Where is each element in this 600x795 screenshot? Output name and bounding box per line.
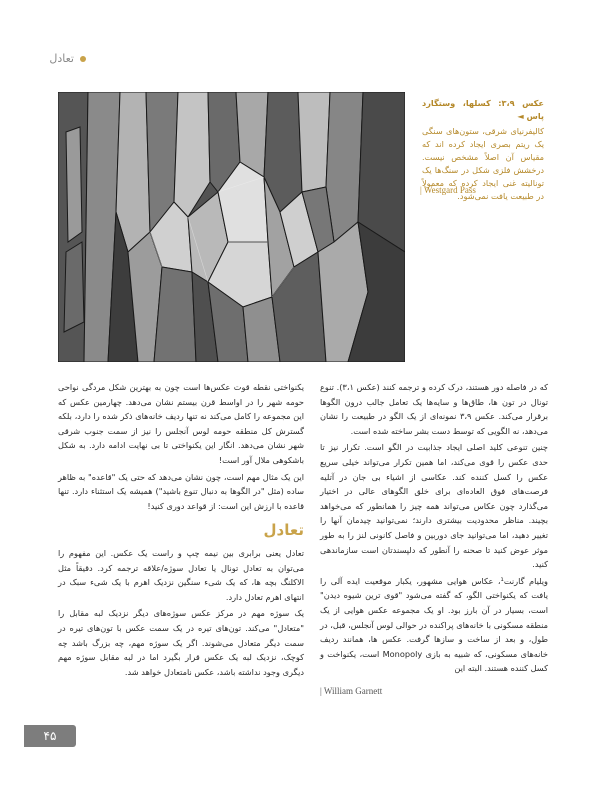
left-text-column <box>58 380 304 681</box>
section-heading: تعادل <box>263 521 304 540</box>
caption-title: عکس ۳،۹: کسلها، وستگارد پاس ◄ <box>422 98 544 121</box>
rock-columns-photo <box>58 92 405 362</box>
paragraph: که در فاصله دور هستند، درک کرده و ترجمه کنند (عکس ۳،۱). تنوع تونال در تون ها، طاق‌ها و سایه‌ها یک تعامل جالب درون الگوها برقرار می‌کند. عکس ۳،۹ نمونه‌ای از یک الگو در طبیعت را نشان می‌دهد، نه الگویی که توسط دست بشر ساخته شده است. <box>320 382 548 436</box>
footnote-credit: | William Garnett <box>320 686 383 696</box>
running-header <box>49 52 86 65</box>
paragraph: تعادل یعنی برابری بین نیمه چپ و راست یک عکس. این مفهوم را می‌توان به تعادل تونال یا تعادل سوژه/علاقه ترجمه کرد. دقیقاً مثل الاکلنگ بچه ها، که یک شیء سنگین نزدیک اهرم با یک شیء سبک در انتهای اهرم تعادل دارد. <box>58 547 304 602</box>
paragraph: یک سوژه مهم در مرکز عکس سوژه‌های دیگر نزدیک لبه مقابل را "متعادل" می‌کند. تون‌های تیره در یک سمت عکس با تون‌های تیره در سمت دیگر متعادل می‌شوند. اگر یک سوژه مهم، چه بزرگ باشد چه کوچک، نزدیک لبه یک عکس قرار بگیرد اما در لبه مقابل سوژه مهم دیگری وجود نداشته باشد، عکس نامتعادل خواهد شد. <box>58 608 304 677</box>
paragraph: چنین تنوعی کلید اصلی ایجاد جذابیت در الگو است. تکرار نیز تا حدی عکس را قوی می‌کند، اما همین تکرار می‌تواند خیلی سریع عکس را کسل کننده کند. عکاسی از اشیاء بی جان در آتلیه فرصت‌های فوق العاده‌ای برای خلق الگوهای عالی در اختیار می‌گذارد چون عکاس می‌تواند همه چیز را همانطور که می‌خواهد بچیند. مناظر محدودیت بیشتری دارند؛ نمی‌توانید چیدمان آنها را تغییر دهید، اما می‌توانید جای دوربین و فاصل کانونی لنز را به طور موثر عوض کنید تا صحنه را آنطور که دلپسندتان است سازماندهی کنید. <box>320 442 548 570</box>
page-number: ۴۵ <box>24 725 76 747</box>
paragraph: این یک مثال مهم است، چون نشان می‌دهد که حتی یک "قاعده" به ظاهر ساده (مثل "در الگوها به دنبال تنوع باشید") همیشه یک استثناء دارد. تنها قاعده با ارزش این است: از قواعد دوری کنید! <box>58 471 304 511</box>
caption-body: کالیفرنیای شرقی، ستون‌های سنگی یک ریتم بصری ایجاد کرده اند که مقیاس آن اصلاً مشخص نیست. درخشش فلزی شکل در سنگ‌ها یک تونالیته غنی ایجاد کرده که معمولاً در طبیعت یافت نمی‌شود. <box>422 126 544 201</box>
right-text-column <box>320 380 548 678</box>
paragraph: ویلیام گارنت¹، عکاس هوایی مشهور، یکبار موقعیت ایده آلی را یافت که یکنواختی الگو، که گفته می‌شود "قوی ترین شیوه دیدن" است، بسیار در آن بارز بود. او یک مجموعه عکس هوایی از یک منطقه مسکونی با خانه‌های پراکنده در حوالی لوس آنجلس، قبل، در طول، و بعد از ساخت و سازها گرفت. عکس ها، همانند ردیف خانه‌های مسکونی، که شبیه به بازی Monopoly است، یکنواخت و کسل کننده هستند. البته این <box>320 575 548 674</box>
header-bullet-icon <box>80 56 86 62</box>
caption-credit: | Westgard Pass <box>420 185 476 195</box>
paragraph: یکنواختی نقطه قوت عکس‌ها است چون به بهترین شکل مردگی نواحی حومه شهر را در اواسط قرن بیستم نشان می‌دهد. چهارمین عکس که این مجموعه را کامل می‌کند نه تنها ردیف خانه‌های ذکر شده را دارد، بلکه گسترش کل منطقه حومه لوس آنجلس را نیز از سمت جنوب شرقی شهر نشان می‌دهد. انگار این یکنواختی تا بی نهایت ادامه دارد. به شکل باشکوهی ملال آور است! <box>58 382 304 465</box>
header-section-title: تعادل <box>49 52 74 65</box>
